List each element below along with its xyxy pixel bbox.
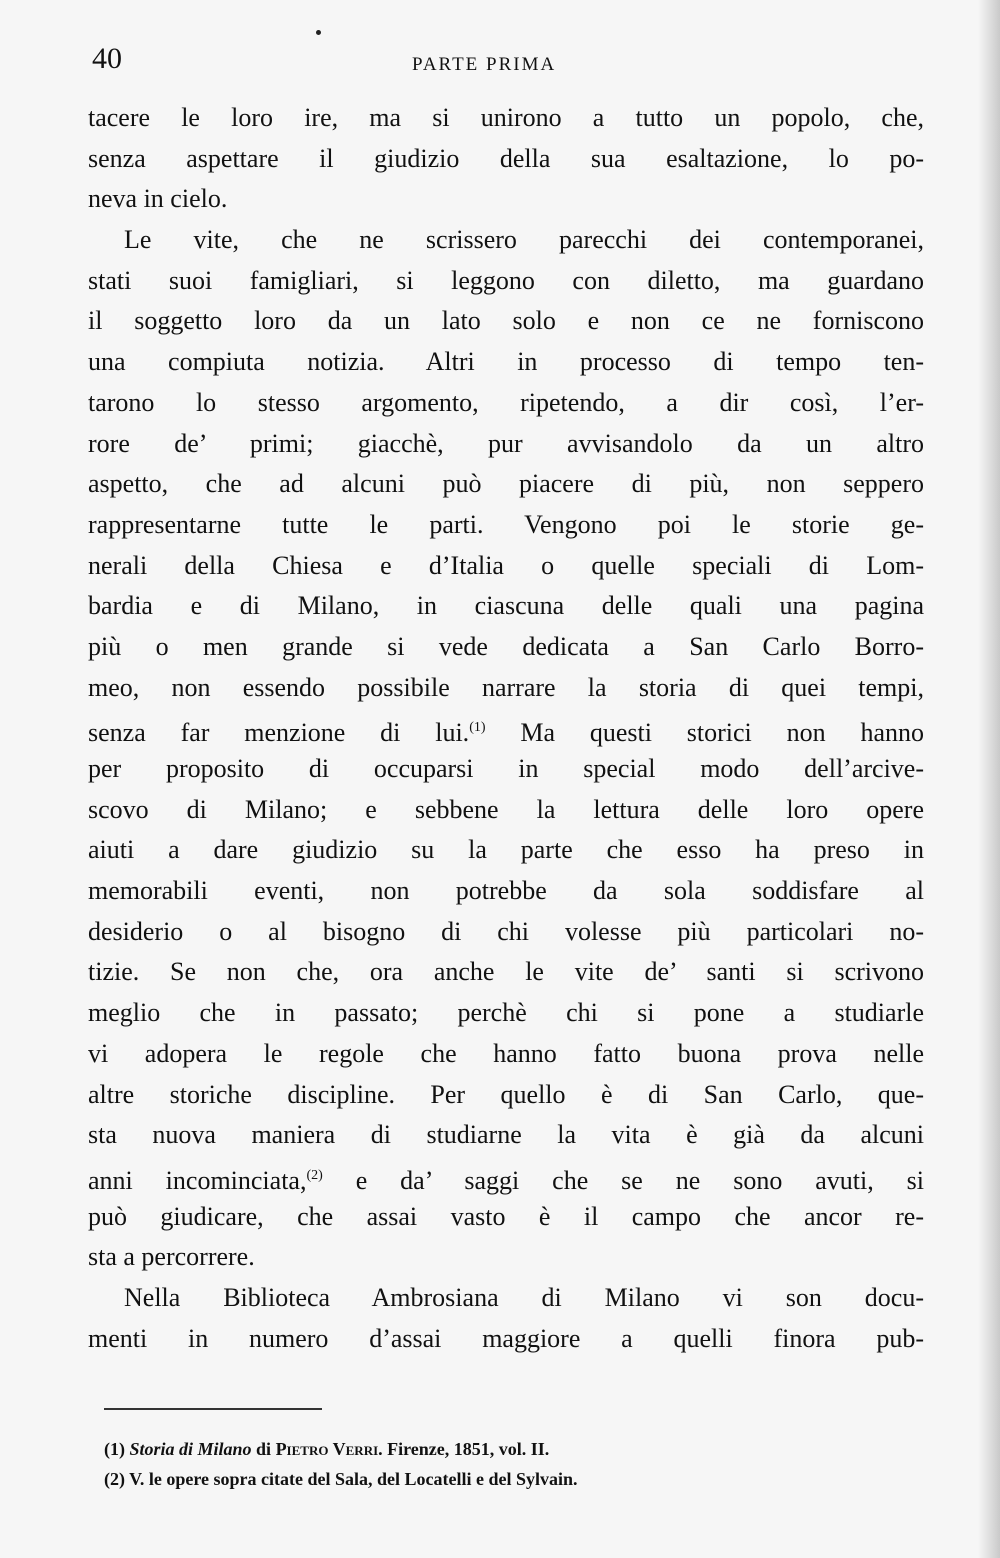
text-line: rappresentarne tutte le parti. Vengono poi le storie ge-: [88, 509, 924, 539]
footnote-1: [104, 1434, 924, 1464]
text-line: sta nuova maniera di studiarne la vita è già da alcuni: [88, 1120, 924, 1150]
text-line: menti in numero d’assai maggiore a quelli finora pub-: [88, 1323, 924, 1353]
text-line-with-ref: [88, 708, 924, 749]
text-line: stati suoi famigliari, si leggono con diletto, ma guardano: [88, 265, 924, 295]
page-header: [92, 42, 932, 82]
text-line: meo, non essendo possibile narrare la storia di quei tempi,: [88, 672, 924, 702]
text-line: il soggetto loro da un lato solo e non ce ne forniscono: [88, 306, 924, 336]
text-line: aspetto, che ad alcuni può piacere di più, non seppero: [88, 469, 924, 499]
text-line: Le vite, che ne scrissero parecchi dei contemporanei,: [124, 225, 924, 255]
text-line: tacere le loro ire, ma si unirono a tutto un popolo, che,: [88, 103, 924, 132]
footnote-divider: [104, 1408, 322, 1410]
text-line: meglio che in passato; perchè chi si pone a studiarle: [88, 998, 924, 1028]
text-segment: anni incominciata,: [88, 1165, 307, 1195]
text-line: aiuti a dare giudizio su la parte che esso ha preso in: [88, 835, 924, 865]
text-line: tarono lo stesso argomento, ripetendo, a dir così, l’er-: [88, 387, 924, 417]
text-line: Nella Biblioteca Ambrosiana di Milano vi son docu-: [124, 1282, 924, 1312]
text-segment: e da’ saggi che se ne sono avuti, si: [322, 1165, 924, 1195]
text-segment: senza far menzione di lui.: [88, 718, 470, 748]
running-head: PARTE PRIMA: [412, 54, 557, 75]
text-line: per proposito di occuparsi in special modo dell’arcive-: [88, 754, 924, 783]
body-text: [88, 98, 924, 1359]
footnotes: [104, 1434, 924, 1494]
footnote-number: (2): [104, 1469, 125, 1489]
ink-dot: [316, 30, 321, 35]
text-line: memorabili eventi, non potrebbe da sola soddisfare al: [88, 876, 924, 906]
text-segment: Ma questi storici non hanno: [485, 718, 924, 748]
footnote-text: di: [251, 1439, 276, 1459]
footnote-2: [104, 1464, 924, 1494]
text-line: vi adopera le regole che hanno fatto buona prova nelle: [88, 1038, 924, 1068]
text-line: senza aspettare il giudizio della sua esaltazione, lo po-: [88, 143, 924, 173]
footnote-number: (1): [104, 1439, 125, 1459]
text-line: sta a percorrere.: [88, 1242, 255, 1272]
text-line: bardia e di Milano, in ciascuna delle quali una pagina: [88, 591, 924, 621]
text-line: neva in cielo.: [88, 184, 228, 214]
footnote-text: . Firenze, 1851, vol. II.: [378, 1439, 550, 1459]
text-line: più o men grande si vede dedicata a San Carlo Borro-: [88, 631, 924, 661]
text-line: altre storiche discipline. Per quello è di San Carlo, que-: [88, 1079, 924, 1109]
text-line: una compiuta notizia. Altri in processo di tempo ten-: [88, 347, 924, 377]
text-line: desiderio o al bisogno di chi volesse più particolari no-: [88, 916, 924, 946]
text-line: nerali della Chiesa e d’Italia o quelle speciali di Lom-: [88, 550, 924, 580]
page-number: 40: [92, 42, 122, 75]
footnote-title: Storia di Milano: [129, 1439, 252, 1459]
footnote-ref-2[interactable]: (2): [306, 1167, 323, 1183]
footnote-ref-1[interactable]: (1): [469, 720, 486, 736]
footnote-text: V. le opere sopra citate del Sala, del Locatelli e del Sylvain.: [125, 1469, 578, 1489]
text-line: tizie. Se non che, ora anche le vite de’ santi si scrivono: [88, 957, 924, 987]
text-line: può giudicare, che assai vasto è il campo che ancor re-: [88, 1201, 924, 1231]
text-line: scovo di Milano; e sebbene la lettura delle loro opere: [88, 794, 924, 824]
page-gutter-shadow: [978, 0, 1000, 1558]
text-line-with-ref: [88, 1156, 924, 1197]
text-line: rore de’ primi; giacchè, pur avvisandolo da un altro: [88, 428, 924, 458]
footnote-author: Pietro Verri: [275, 1439, 379, 1459]
